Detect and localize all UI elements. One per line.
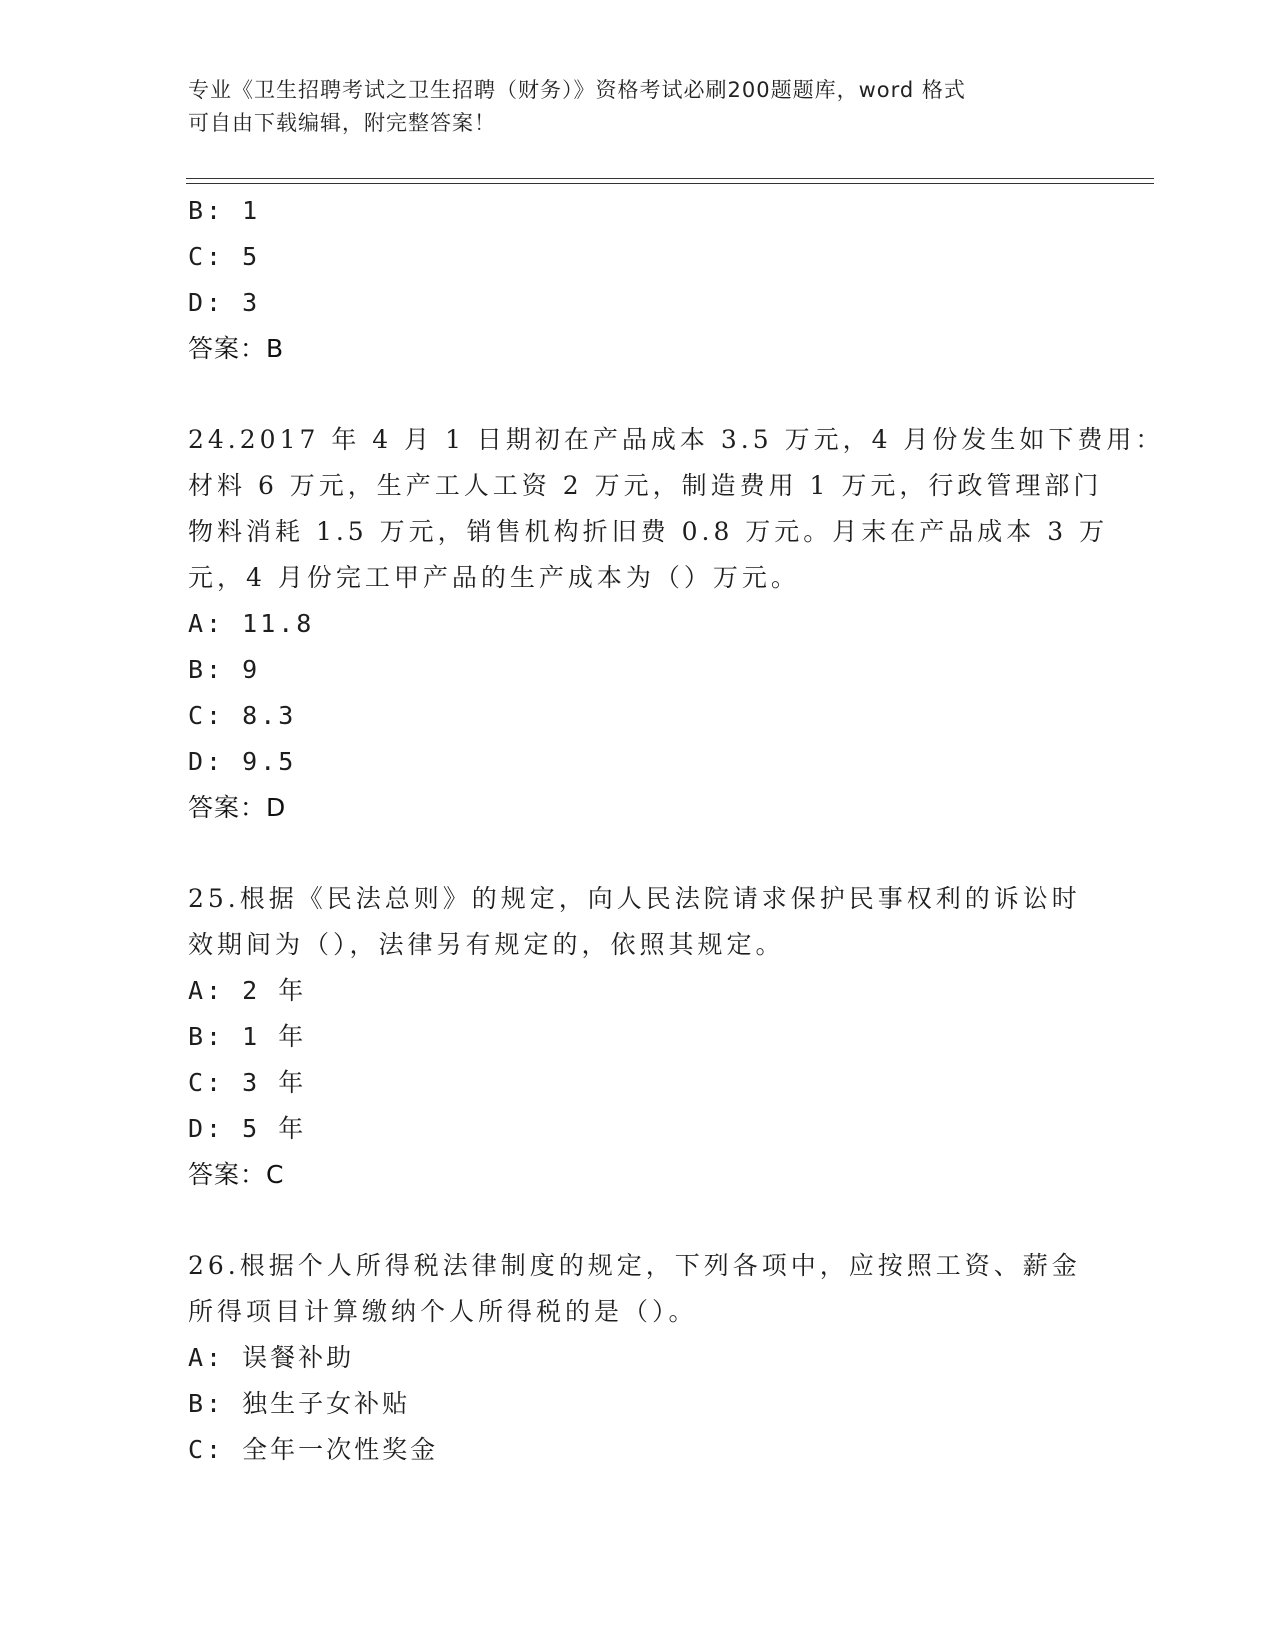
answer-line: 答案：C (188, 1160, 285, 1189)
question-text-line: 材料 6 万元，生产工人工资 2 万元，制造费用 1 万元，行政管理部门 (188, 471, 1103, 500)
option-c: C: 5 (188, 242, 261, 271)
question-text-line: 24.2017 年 4 月 1 日期初在产品成本 3.5 万元，4 月份发生如下费用： (188, 425, 1165, 454)
question-text-line: 所得项目计算缴纳个人所得税的是（）。 (188, 1297, 698, 1326)
question-25 (188, 876, 1088, 1198)
answer-line: 答案：B (188, 334, 285, 363)
option-c: C: 8.3 (188, 701, 297, 730)
spacer (188, 1198, 1088, 1243)
option-c: C: 全年一次性奖金 (188, 1435, 439, 1464)
option-d: D: 9.5 (188, 747, 297, 776)
question-26 (188, 1243, 1088, 1473)
option-a: A: 误餐补助 (188, 1343, 355, 1372)
option-d: D: 5 年 (188, 1114, 307, 1143)
document-body (188, 188, 1165, 1473)
option-a: A: 2 年 (188, 976, 307, 1005)
question-text-line: 25.根据《民法总则》的规定，向人民法院请求保护民事权利的诉讼时 (188, 884, 1081, 913)
question-text-line: 物料消耗 1.5 万元，销售机构折旧费 0.8 万元。月末在产品成本 3 万 (188, 517, 1109, 546)
option-b: B: 1 年 (188, 1022, 307, 1051)
spacer (188, 831, 1088, 876)
question-23-continued (188, 188, 1088, 372)
option-c: C: 3 年 (188, 1068, 307, 1097)
option-d: D: 3 (188, 288, 261, 317)
page-header (188, 74, 1088, 140)
option-b: B: 1 (188, 196, 261, 225)
header-divider (186, 178, 1154, 179)
header-title-line-1: 专业《卫生招聘考试之卫生招聘（财务）》资格考试必刷200题题库，word 格式 (188, 78, 966, 102)
answer-line: 答案：D (188, 793, 287, 822)
option-a: A: 11.8 (188, 609, 315, 638)
spacer (188, 372, 1088, 417)
option-b: B: 9 (188, 655, 261, 684)
header-title-line-2: 可自由下载编辑，附完整答案！ (188, 111, 496, 135)
question-text-line: 效期间为（），法律另有规定的，依照其规定。 (188, 930, 785, 959)
question-text-line: 元，4 月份完工甲产品的生产成本为（）万元。 (188, 563, 800, 592)
question-text-line: 26.根据个人所得税法律制度的规定，下列各项中，应按照工资、薪金 (188, 1251, 1081, 1280)
header-divider-secondary (186, 183, 1154, 184)
question-24 (188, 417, 1165, 831)
option-b: B: 独生子女补贴 (188, 1389, 411, 1418)
